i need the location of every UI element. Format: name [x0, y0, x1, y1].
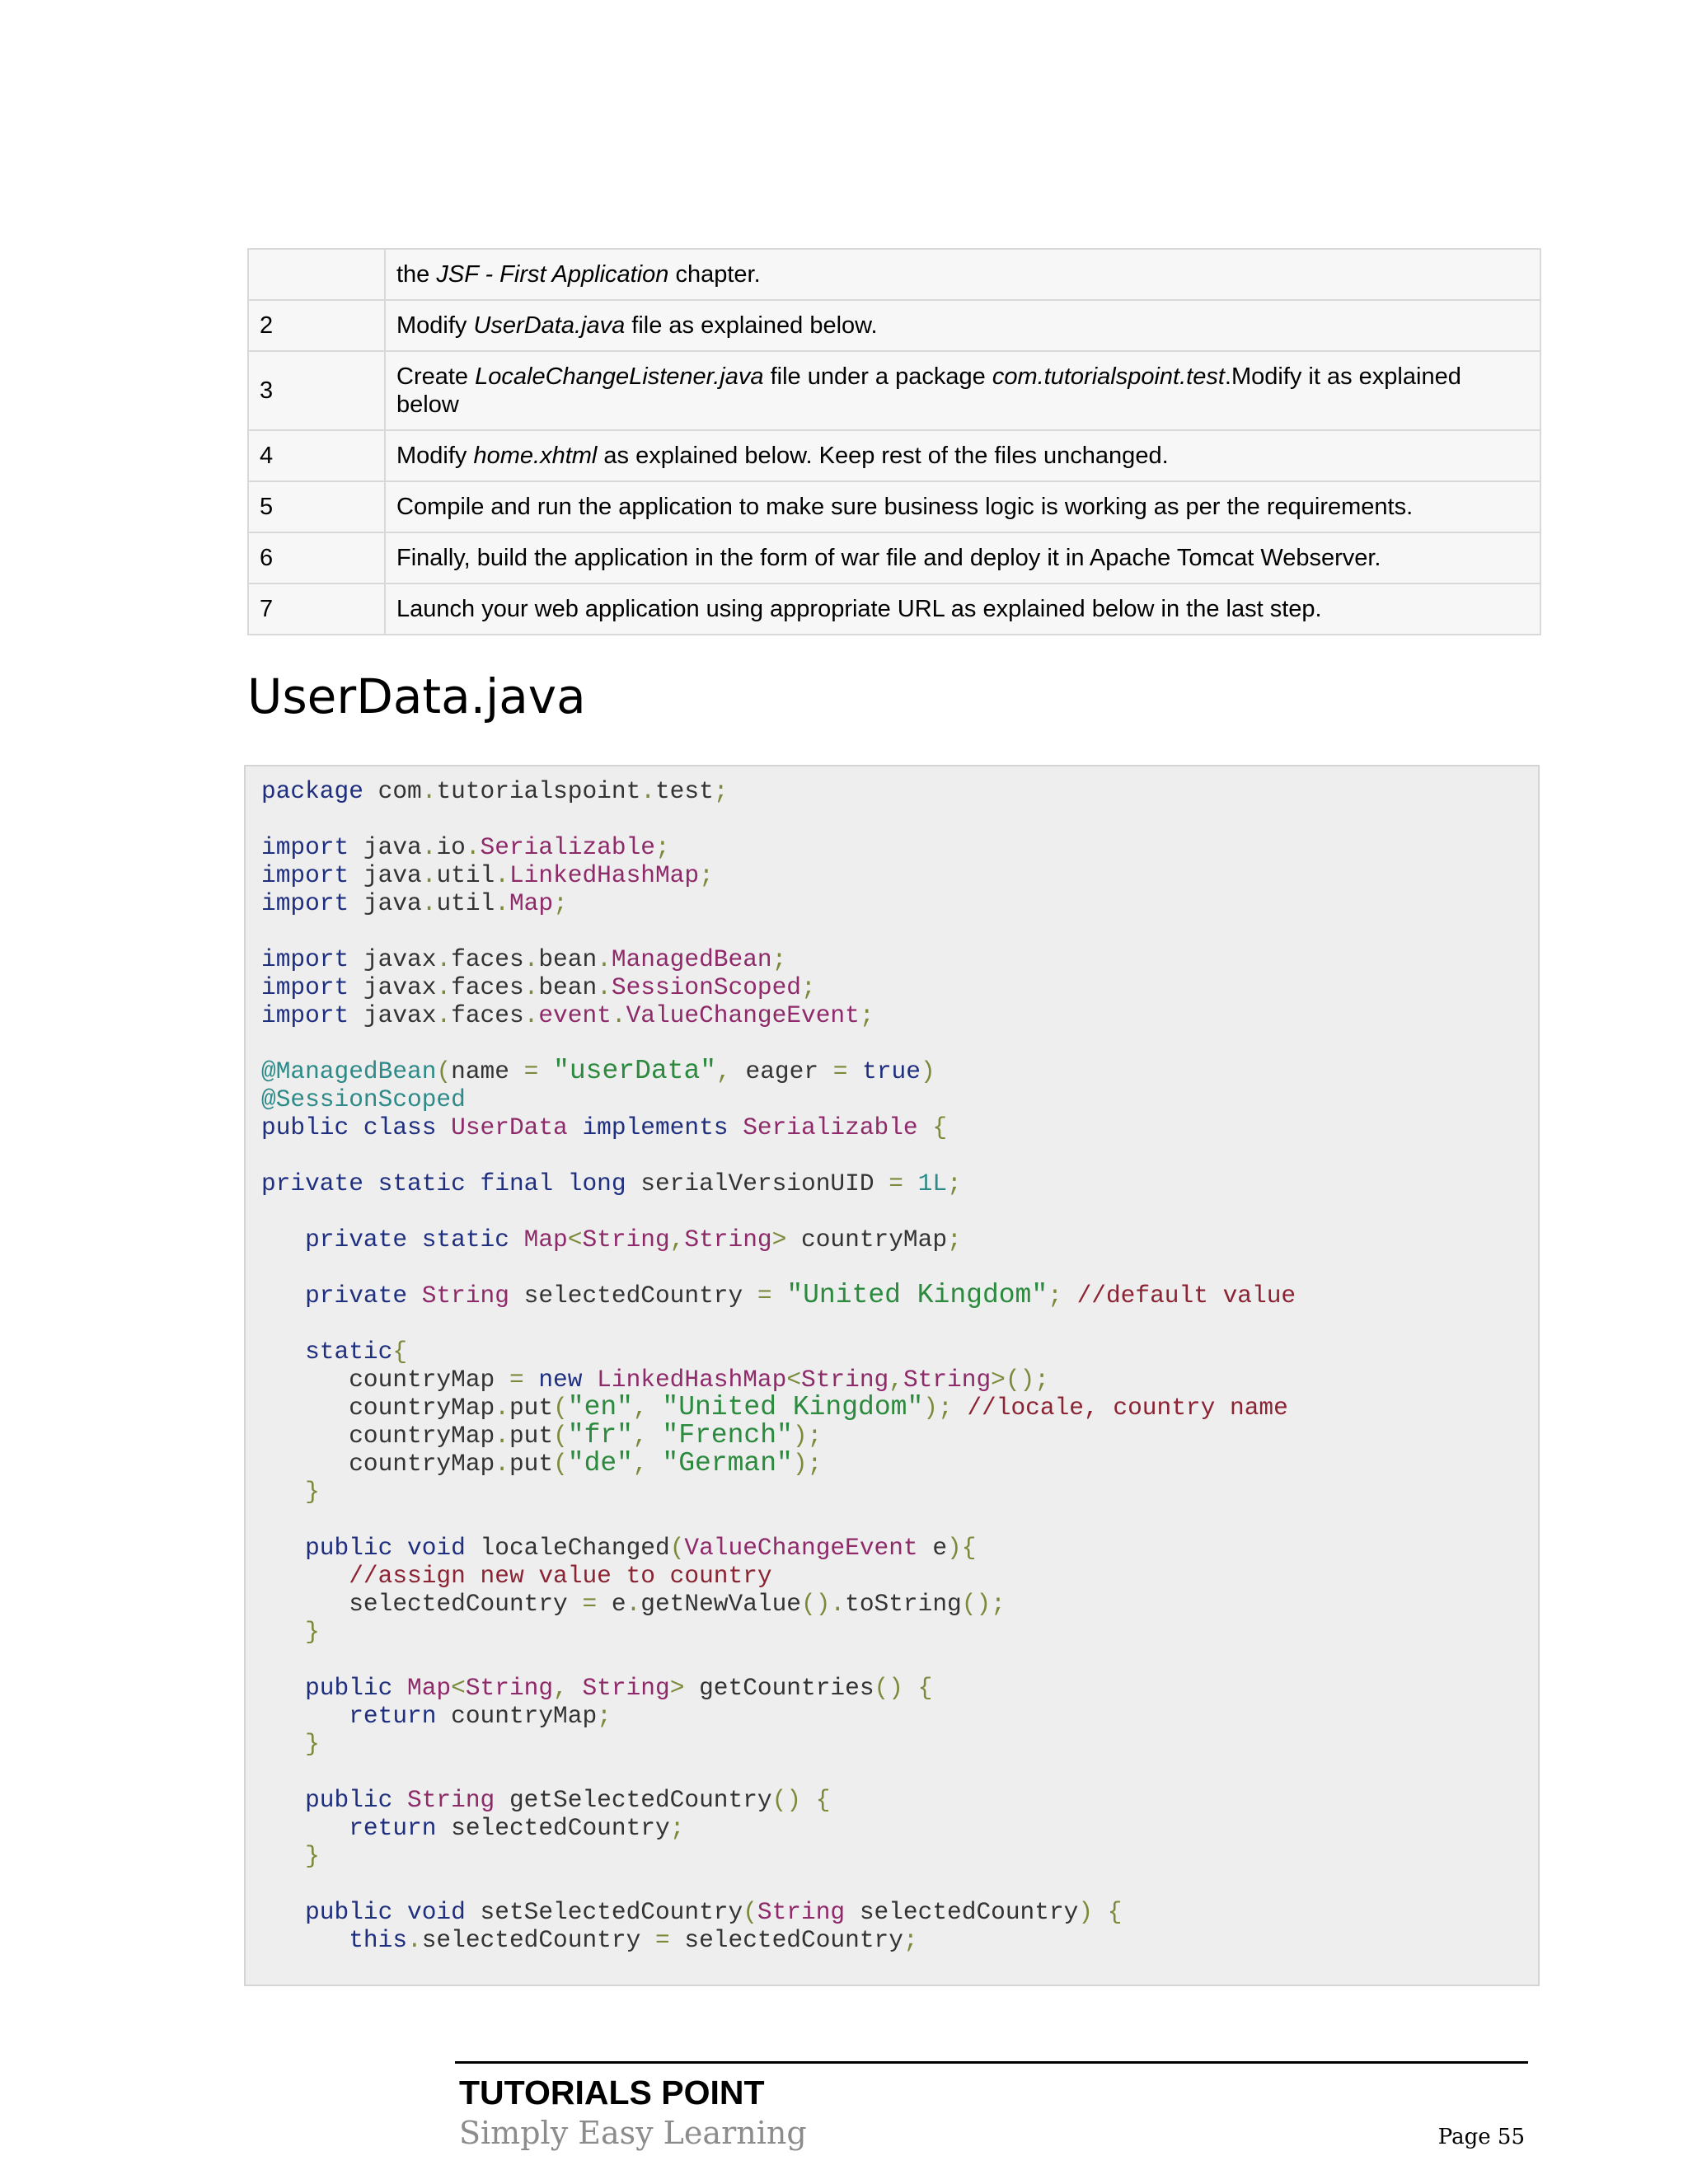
step-number: 7	[248, 583, 385, 635]
step-number: 3	[248, 351, 385, 430]
step-number: 4	[248, 430, 385, 481]
step-description: Create LocaleChangeListener.java file under a package com.tutorialspoint.test.Modify it as explained below	[385, 351, 1540, 430]
step-number	[248, 249, 385, 300]
table-row	[248, 532, 1540, 583]
code-listing: package com.tutorialspoint.test; import java.io.Serializable; import java.util.LinkedHashMap; import java.util.Map; import javax.faces.bean.ManagedBean; import javax.faces.bean.SessionScoped; import javax.faces.event.ValueChangeEvent; @ManagedBean(name = "userData", eager = true) @SessionScoped public class UserData implements Serializable { private static final long serialVersionUID = 1L; private static Map<String,String> countryMap; private String selectedCountry = "United Kingdom"; //default value static{ countryMap = new LinkedHashMap<String,String>(); countryMap.put("en", "United Kingdom"); //locale, country name countryMap.put("fr", "French"); countryMap.put("de", "German"); } public void localeChanged(ValueChangeEvent e){ //assign new value to country selectedCountry = e.getNewValue().toString(); } public Map<String, String> getCountries() { return countryMap; } public String getSelectedCountry() { return selectedCountry; } public void setSelectedCountry(String selectedCountry) { this.selectedCountry = selectedCountry;	[261, 777, 1296, 1954]
table-row	[248, 430, 1540, 481]
step-number: 6	[248, 532, 385, 583]
step-number: 5	[248, 481, 385, 532]
step-description: Launch your web application using appropriate URL as explained below in the last step.	[385, 583, 1540, 635]
step-description: the JSF - First Application chapter.	[385, 249, 1540, 300]
table-row	[248, 583, 1540, 635]
section-heading: UserData.java	[247, 668, 586, 724]
table-row	[248, 249, 1540, 300]
step-description: Finally, build the application in the form of war file and deploy it in Apache Tomcat Webserver.	[385, 532, 1540, 583]
step-description: Compile and run the application to make sure business logic is working as per the requirements.	[385, 481, 1540, 532]
table-row	[248, 481, 1540, 532]
footer-brand: TUTORIALS POINT	[459, 2074, 765, 2111]
table-row	[248, 300, 1540, 351]
step-description: Modify home.xhtml as explained below. Keep rest of the files unchanged.	[385, 430, 1540, 481]
steps-table	[247, 248, 1541, 635]
code-block	[244, 765, 1540, 1986]
table-row	[248, 351, 1540, 430]
page-number: Page 55	[1437, 2125, 1525, 2149]
step-number: 2	[248, 300, 385, 351]
step-description: Modify UserData.java file as explained below.	[385, 300, 1540, 351]
footer-tagline: Simply Easy Learning	[459, 2115, 807, 2151]
footer-divider	[455, 2061, 1528, 2064]
